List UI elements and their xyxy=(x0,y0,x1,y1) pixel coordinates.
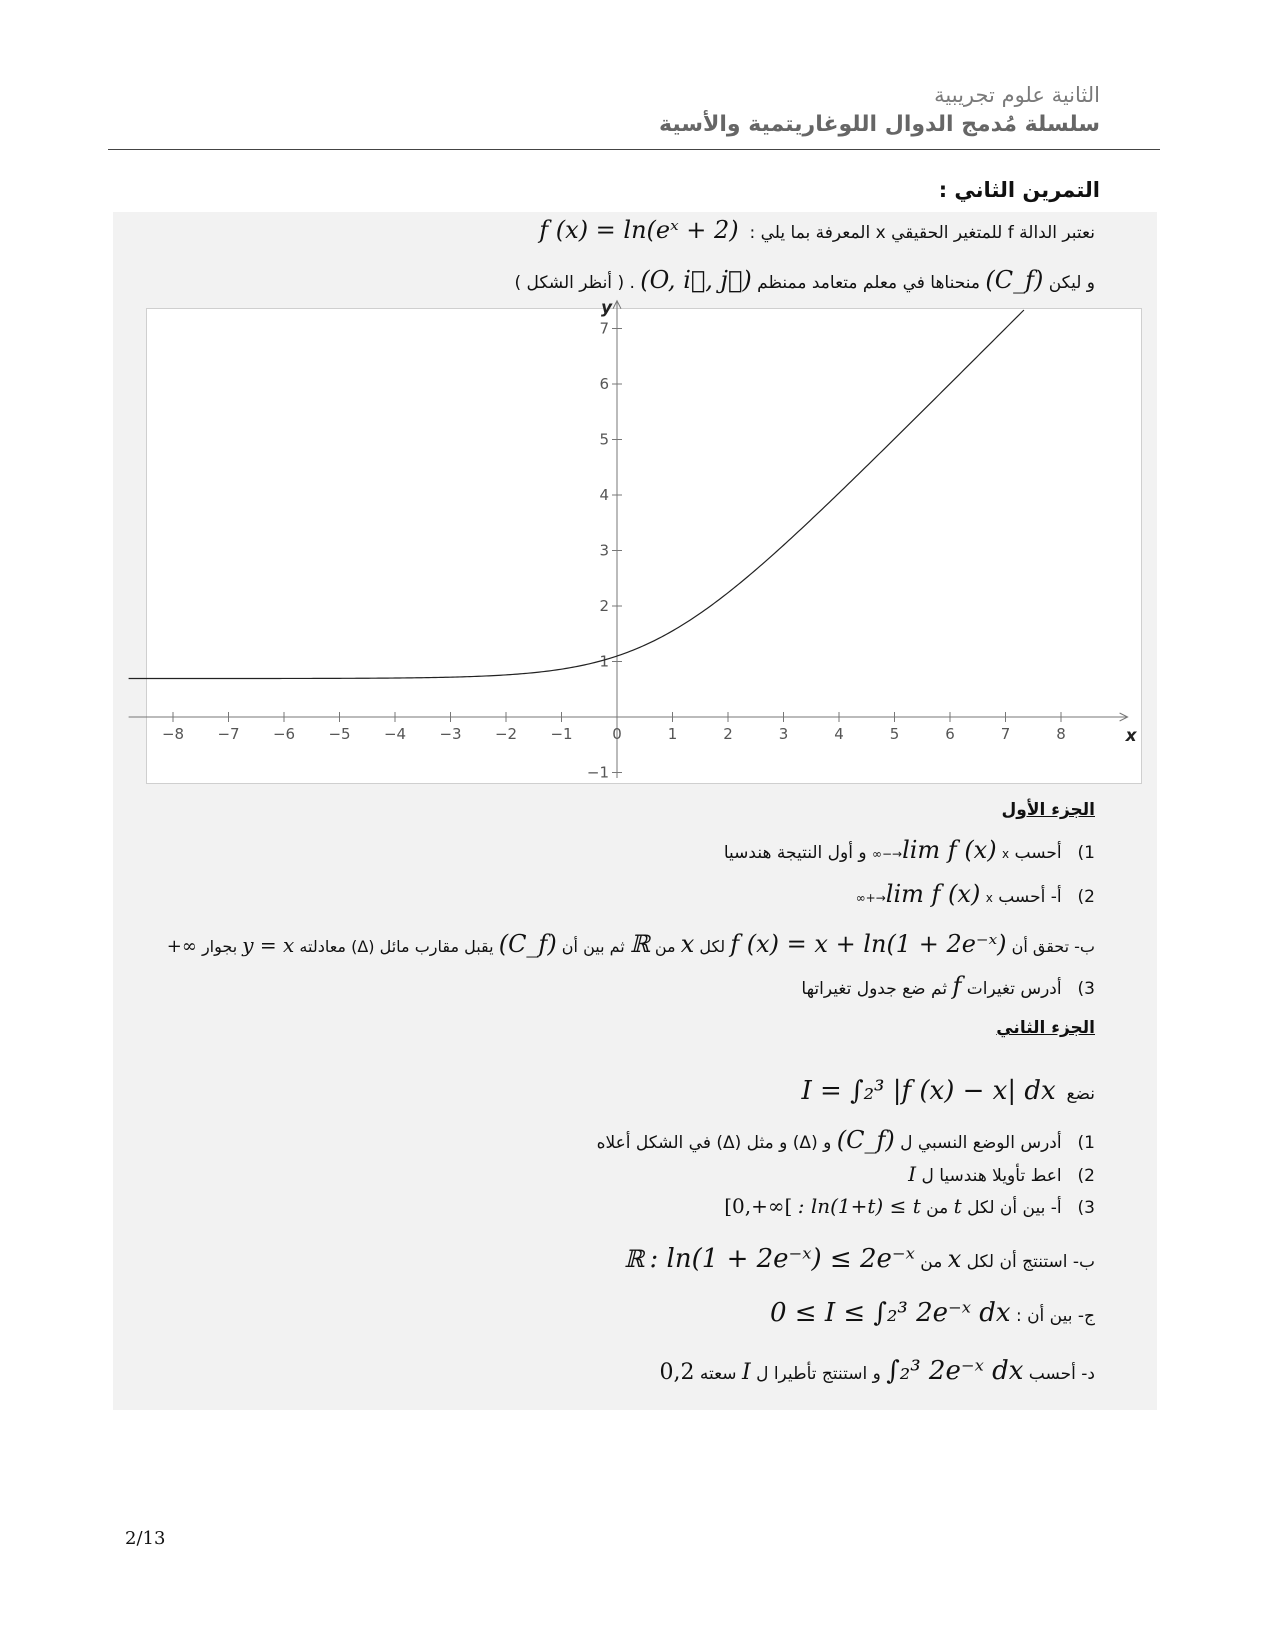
page-number: 2/13 xyxy=(125,1528,166,1549)
item-text: سعته xyxy=(699,1364,737,1384)
curve-cf xyxy=(129,310,1024,679)
item-number: ب- xyxy=(1074,937,1095,956)
y-tick-label: 6 xyxy=(599,375,609,393)
inequality-formula: : ln(1+t) ≤ t xyxy=(797,1194,921,1218)
item-text: بين أن : xyxy=(1015,1306,1073,1326)
item-text: و أول النتيجة هندسيا xyxy=(723,843,867,863)
item-number: د- xyxy=(1081,1364,1095,1384)
inequality-formula: : ln(1 + 2e⁻ˣ) ≤ 2e⁻ˣ xyxy=(649,1244,915,1274)
intro-text-2c: . ( أنظر الشكل ) xyxy=(514,273,635,293)
variable: I xyxy=(908,1162,917,1186)
item-text: أدرس الوضع النسبي ل xyxy=(900,1133,1062,1153)
series-title: سلسلة مُدمج الدوال اللوغاريتمية والأسية xyxy=(659,112,1100,137)
variable: t xyxy=(953,1194,962,1218)
part1-item-2 xyxy=(856,880,1095,908)
item-text: يقبل مقارب مائل (Δ) معادلته xyxy=(299,937,494,956)
item-text: ثم ضع جدول تغيراتها xyxy=(801,979,948,999)
exercise-title: التمرين الثاني : xyxy=(938,178,1100,202)
part2-item-3a xyxy=(724,1194,1095,1218)
intro-line-2 xyxy=(514,266,1095,294)
limit-subscript: x→−∞ xyxy=(871,847,1010,861)
item-number: 1) xyxy=(1077,1133,1095,1153)
y-tick-label: 3 xyxy=(599,541,609,560)
y-tick-label: 7 xyxy=(599,319,609,338)
item-text: من xyxy=(920,1252,943,1272)
part2-definition xyxy=(802,1076,1096,1106)
part2-item-1 xyxy=(597,1126,1095,1154)
page-header xyxy=(659,80,1100,140)
limit-formula: lim f (x) xyxy=(885,880,981,908)
y-tick-label: 5 xyxy=(599,430,609,449)
variable: f xyxy=(952,972,962,1000)
item-text: و استنتج تأطيرا ل xyxy=(756,1364,881,1384)
item-text: لكل xyxy=(699,937,726,956)
header-divider xyxy=(108,149,1160,150)
y-axis-label: y xyxy=(601,297,613,318)
x-tick-label: 2 xyxy=(723,725,733,743)
graph-panel xyxy=(146,297,1142,784)
interval: [0,+∞[ xyxy=(724,1194,793,1218)
item-text: أ- أحسب xyxy=(998,887,1062,907)
item-text: استنتج أن لكل xyxy=(966,1252,1068,1272)
part2-title: الجزء الثاني xyxy=(996,1018,1095,1038)
function-graph xyxy=(147,297,1141,783)
item-text: تحقق أن xyxy=(1011,937,1070,956)
item-number: 2) xyxy=(1077,1166,1095,1186)
x-tick-label: 4 xyxy=(834,725,844,743)
curve-name: (C_f) xyxy=(836,1126,895,1154)
variable: x xyxy=(947,1245,962,1273)
item-text: نضع xyxy=(1066,1084,1095,1104)
class-level: الثانية علوم تجريبية xyxy=(934,83,1100,107)
x-tick-label: −5 xyxy=(328,725,351,743)
x-tick-label: 3 xyxy=(778,725,789,743)
x-tick-label: −6 xyxy=(272,725,296,743)
intro-line-1 xyxy=(539,216,1095,244)
part2-item-2 xyxy=(908,1162,1095,1186)
item-text: أحسب xyxy=(1014,843,1062,863)
x-tick-label: −8 xyxy=(161,725,185,743)
real-set: ℝ xyxy=(629,930,650,958)
variable: I xyxy=(741,1360,751,1385)
x-tick-label: −2 xyxy=(494,725,518,743)
item-text: أدرس تغيرات xyxy=(966,979,1062,999)
y-tick-label: −1 xyxy=(586,763,609,782)
item-text: من xyxy=(926,1198,949,1218)
limit-subscript: x→+∞ xyxy=(855,891,993,905)
part2-item-3d xyxy=(659,1356,1095,1386)
part1-item-2b xyxy=(167,930,1095,958)
y-tick-label: 4 xyxy=(599,486,609,504)
item-text: أحسب xyxy=(1028,1364,1076,1384)
width-value: 0,2 xyxy=(659,1360,695,1385)
x-tick-label: 5 xyxy=(889,725,900,743)
infinity: +∞ xyxy=(166,936,197,957)
item-text: بجوار xyxy=(201,937,238,956)
x-axis-label: x xyxy=(1125,726,1137,746)
part1-item-3 xyxy=(801,972,1095,1000)
item-number: ب- xyxy=(1072,1252,1095,1272)
item-number: 1) xyxy=(1077,843,1095,863)
curve-name: (C_f) xyxy=(498,930,557,958)
asymptote-equation: y = x xyxy=(242,933,295,957)
x-tick-label: 1 xyxy=(667,725,678,743)
integral-formula: ∫₂³ 2e⁻ˣ dx xyxy=(886,1356,1024,1386)
x-tick-label: 6 xyxy=(945,725,955,743)
part2-item-3c xyxy=(770,1298,1095,1328)
identity-formula: f (x) = x + ln(1 + 2e⁻ˣ) xyxy=(730,930,1007,958)
limit-formula: lim f (x) xyxy=(902,836,997,864)
x-tick-label: −4 xyxy=(383,725,407,743)
x-tick-label: 7 xyxy=(1000,725,1011,743)
x-tick-label: 8 xyxy=(1056,725,1066,743)
integral-definition: I = ∫₂³ |f (x) − x| dx xyxy=(801,1076,1056,1106)
item-number: 3) xyxy=(1077,979,1095,999)
curve-name: (C_f) xyxy=(985,266,1044,294)
item-number: 2) xyxy=(1077,887,1095,907)
part1-item-1 xyxy=(724,836,1095,864)
y-tick-label: 2 xyxy=(599,597,609,615)
item-number: ج- xyxy=(1077,1306,1095,1326)
function-definition: f (x) = ln(eˣ + 2) xyxy=(539,216,739,244)
item-number: 3) xyxy=(1077,1198,1095,1218)
item-text: ثم بين أن xyxy=(561,937,625,956)
frame-notation: (O, i⃗, j⃗) xyxy=(640,266,752,294)
item-text: و (Δ) و مثل (Δ) في الشكل أعلاه xyxy=(596,1133,832,1153)
real-set: ℝ xyxy=(624,1245,645,1273)
x-tick-label: 0 xyxy=(612,725,622,743)
part2-item-3b xyxy=(624,1244,1095,1274)
intro-text-2b: منحناها في معلم متعامد ممنظم xyxy=(757,273,980,293)
integral-bound-formula: 0 ≤ I ≤ ∫₂³ 2e⁻ˣ dx xyxy=(769,1298,1011,1328)
intro-text-1: نعتبر الدالة f للمتغير الحقيقي x المعرفة بما يلي : xyxy=(749,223,1095,243)
x-tick-label: −1 xyxy=(550,725,573,743)
x-tick-label: −7 xyxy=(217,725,240,743)
x-tick-label: −3 xyxy=(439,725,462,743)
part1-title: الجزء الأول xyxy=(1001,800,1095,820)
intro-text-2a: و ليكن xyxy=(1048,273,1095,293)
item-text: أ- بين أن لكل xyxy=(967,1198,1062,1218)
variable: x xyxy=(680,930,695,958)
item-text: من xyxy=(654,937,676,956)
item-text: اعط تأويلا هندسيا ل xyxy=(921,1166,1062,1186)
y-tick-label: 1 xyxy=(599,652,609,671)
